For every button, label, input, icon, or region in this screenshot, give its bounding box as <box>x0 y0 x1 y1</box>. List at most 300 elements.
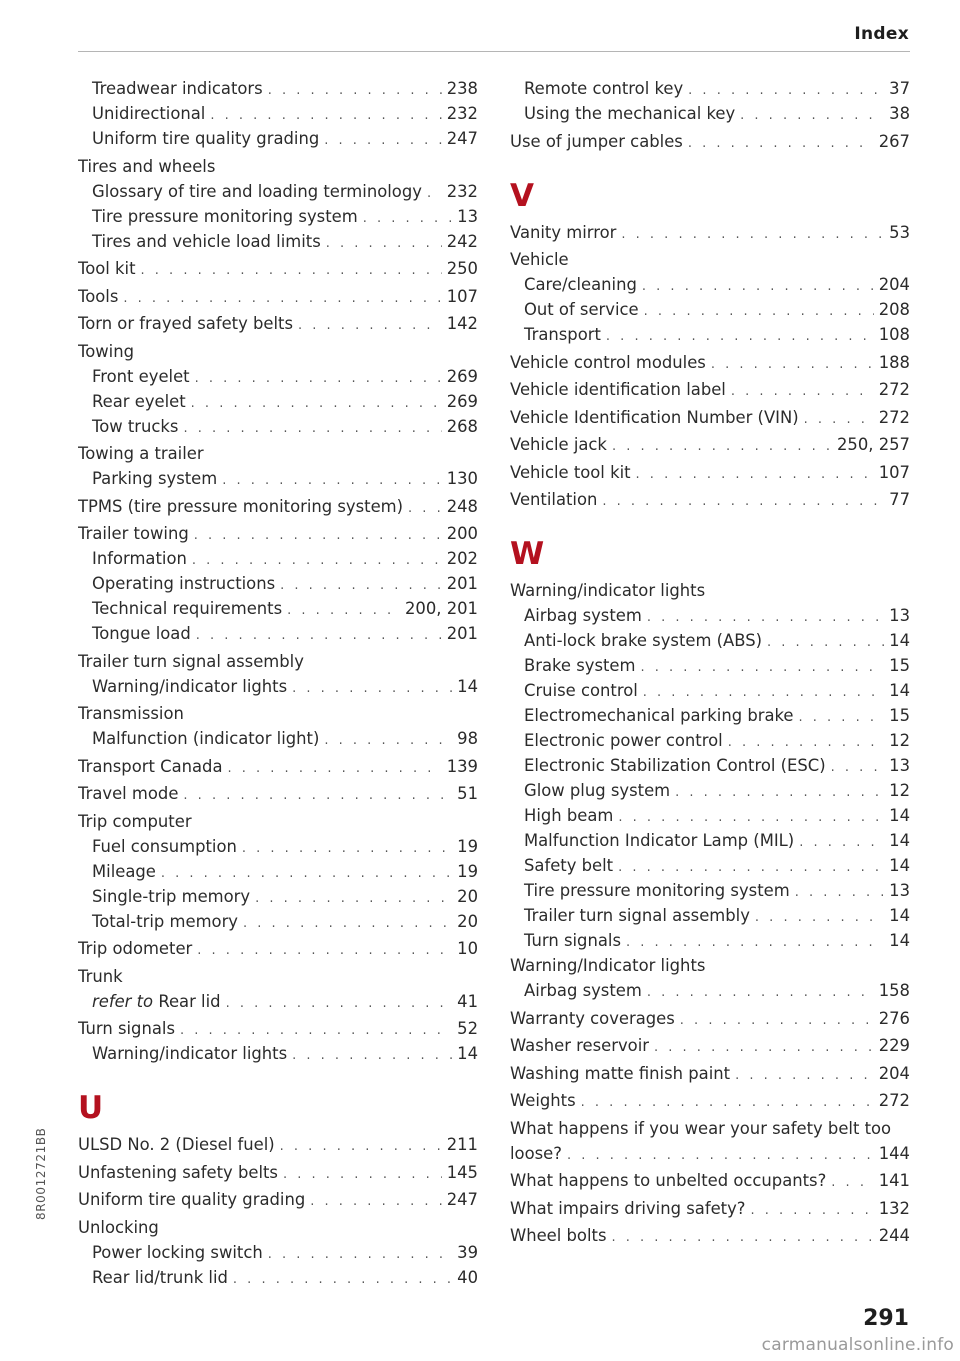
entry-label: Wheel bolts <box>510 1226 607 1245</box>
index-entry <box>510 432 910 457</box>
dot-leader <box>642 274 874 297</box>
index-column-left <box>78 76 478 1290</box>
entry-page-reference[interactable]: 12 <box>889 781 910 800</box>
dot-leader <box>680 1008 874 1031</box>
dot-leader <box>795 880 884 903</box>
dot-leader <box>194 523 442 546</box>
entry-label: Brake system <box>524 656 636 675</box>
entry-page-reference[interactable]: 142 <box>446 314 478 333</box>
entry-label: Electronic power control <box>524 731 723 750</box>
dot-leader <box>123 286 441 309</box>
dot-leader <box>292 1043 452 1066</box>
index-entry <box>510 460 910 485</box>
dot-leader <box>292 676 452 699</box>
entry-label: Fuel consumption <box>92 836 237 856</box>
index-entry <box>510 487 910 512</box>
entry-page-reference[interactable]: 211 <box>446 1135 478 1154</box>
dot-leader <box>228 756 442 779</box>
entry-page-reference[interactable]: 107 <box>446 286 478 306</box>
dot-leader <box>141 258 442 281</box>
entry-page-reference[interactable]: 37 <box>889 79 910 98</box>
entry-page-reference[interactable]: 158 <box>878 981 910 1000</box>
entry-label: Vanity mirror <box>510 222 617 242</box>
dot-leader <box>242 836 452 859</box>
entry-label: Trailer towing <box>78 524 189 543</box>
dot-leader <box>226 991 453 1014</box>
entry-page-reference[interactable]: 40 <box>457 1267 478 1287</box>
index-entry <box>78 989 478 1014</box>
dot-leader <box>283 1162 442 1185</box>
entry-label: Vehicle tool kit <box>510 462 631 482</box>
entry-page-reference[interactable]: 202 <box>446 549 478 568</box>
entry-page-reference[interactable]: 20 <box>457 911 478 931</box>
dot-leader <box>731 379 874 402</box>
entry-page-reference[interactable]: 41 <box>457 991 478 1011</box>
entry-label: Transmission <box>78 704 184 723</box>
index-entry <box>78 521 478 546</box>
entry-page-reference[interactable]: 272 <box>878 1091 910 1110</box>
entry-page-reference[interactable]: 272 <box>878 380 910 399</box>
entry-label: What happens if you wear your safety belt too <box>510 1118 892 1138</box>
dot-leader <box>280 1134 442 1157</box>
dot-leader <box>581 1090 874 1113</box>
dot-leader <box>626 930 884 953</box>
entry-label: Warning/Indicator lights <box>510 956 706 975</box>
dot-leader <box>324 728 452 751</box>
dot-leader <box>735 1063 874 1086</box>
entry-label: Trailer turn signal assembly <box>524 906 750 925</box>
index-entry <box>78 76 478 101</box>
entry-label: Power locking switch <box>92 1242 263 1262</box>
entry-page-reference[interactable]: 14 <box>889 931 910 950</box>
index-entry <box>78 1187 478 1212</box>
entry-page-reference[interactable]: 272 <box>878 407 910 427</box>
entry-label: Turn signals <box>524 931 621 950</box>
entry-page-reference[interactable]: 204 <box>878 1063 910 1083</box>
entry-label: Cruise control <box>524 681 638 700</box>
index-heading <box>78 339 478 364</box>
entry-page-reference[interactable]: 244 <box>878 1226 910 1245</box>
entry-label: Towing <box>78 341 135 361</box>
entry-page-reference[interactable]: 188 <box>878 352 910 372</box>
entry-label: Remote control key <box>524 79 684 98</box>
entry-label: Airbag system <box>524 981 642 1000</box>
entry-page-reference[interactable]: 132 <box>878 1198 910 1218</box>
dot-leader <box>310 1189 441 1212</box>
entry-label: Rear eyelet <box>92 391 186 411</box>
entry-page-reference[interactable]: 14 <box>889 631 910 650</box>
entry-page-reference[interactable]: 250, 257 <box>837 435 910 454</box>
entry-page-reference[interactable]: 14 <box>889 856 910 875</box>
entry-page-reference[interactable]: 13 <box>889 606 910 625</box>
index-entry <box>510 1223 910 1248</box>
entry-page-reference[interactable]: 107 <box>878 462 910 482</box>
entry-page-reference[interactable]: 229 <box>878 1036 910 1055</box>
entry-page-reference[interactable]: 247 <box>446 1190 478 1209</box>
index-entry <box>78 571 478 596</box>
index-entry <box>510 903 910 928</box>
index-entry <box>510 678 910 703</box>
index-entry <box>510 220 910 245</box>
entry-page-reference[interactable]: 13 <box>889 881 910 900</box>
entry-label: Tool kit <box>78 259 136 278</box>
entry-page-reference[interactable]: 15 <box>889 706 910 725</box>
entry-page-reference[interactable]: 276 <box>878 1008 910 1028</box>
index-entry <box>78 1160 478 1185</box>
entry-label: Treadwear indicators <box>92 79 263 98</box>
index-entry <box>78 1240 478 1265</box>
index-entry <box>78 1016 478 1041</box>
dot-leader <box>621 222 884 245</box>
entry-label: Tires and wheels <box>78 156 216 176</box>
index-entry <box>78 834 478 859</box>
entry-label: Unidirectional <box>92 104 206 123</box>
index-entry <box>510 101 910 126</box>
entry-page-reference[interactable]: 52 <box>457 1019 478 1038</box>
header-rule <box>78 51 910 52</box>
entry-label: Towing a trailer <box>78 444 204 463</box>
index-heading <box>78 1215 478 1240</box>
dot-leader <box>755 905 884 928</box>
entry-label: Weights <box>510 1091 576 1110</box>
entry-label: Warning/indicator lights <box>92 1044 288 1063</box>
dot-leader <box>298 313 442 336</box>
dot-leader <box>728 730 884 753</box>
entry-page-reference[interactable]: 53 <box>889 222 910 242</box>
entry-page-reference[interactable]: 269 <box>446 391 478 411</box>
index-entry <box>78 204 478 229</box>
index-entry <box>78 674 478 699</box>
index-entry <box>78 596 478 621</box>
index-entry <box>510 603 910 628</box>
entry-label: Airbag system <box>524 606 642 625</box>
dot-leader <box>602 489 884 512</box>
index-entry <box>78 414 478 439</box>
dot-leader <box>799 830 884 853</box>
dot-leader <box>831 1170 873 1193</box>
index-heading <box>78 441 478 466</box>
index-heading <box>78 964 478 989</box>
index-entry <box>510 1006 910 1031</box>
dot-leader <box>647 605 884 628</box>
entry-page-reference[interactable]: 232 <box>446 181 478 201</box>
index-entry <box>510 878 910 903</box>
index-entry <box>78 726 478 751</box>
entry-label: Vehicle Identification Number (VIN) <box>510 407 799 427</box>
index-entry <box>78 859 478 884</box>
dot-leader <box>618 805 884 828</box>
entry-label: Vehicle jack <box>510 435 607 454</box>
entry-label: Tire pressure monitoring system <box>92 206 358 226</box>
entry-page-reference[interactable]: 269 <box>446 366 478 386</box>
entry-label: Tongue load <box>92 624 191 643</box>
index-entry <box>78 364 478 389</box>
index-entry <box>510 628 910 653</box>
entry-label: Tools <box>78 286 119 306</box>
dot-leader <box>711 352 874 375</box>
entry-label: Travel mode <box>78 784 179 803</box>
entry-page-reference[interactable]: 108 <box>878 325 910 344</box>
entry-label: Tire pressure monitoring system <box>524 881 790 900</box>
dot-leader <box>161 861 452 884</box>
entry-label: Tow trucks <box>92 416 179 436</box>
entry-page-reference[interactable]: 242 <box>446 231 478 251</box>
index-entry <box>78 389 478 414</box>
index-heading <box>78 809 478 834</box>
index-heading <box>510 247 910 272</box>
entry-page-reference[interactable]: 20 <box>457 886 478 906</box>
dot-leader <box>799 705 885 728</box>
index-entry <box>78 546 478 571</box>
index-entry <box>510 1061 910 1086</box>
index-heading <box>78 649 478 674</box>
dot-leader <box>287 598 400 621</box>
entry-label: Front eyelet <box>92 366 190 386</box>
dot-leader <box>268 1242 452 1265</box>
entry-page-reference[interactable]: 14 <box>889 831 910 850</box>
entry-label: Care/cleaning <box>524 275 637 294</box>
entry-label: Vehicle identification label <box>510 380 726 399</box>
dot-leader <box>210 103 441 126</box>
index-entry <box>78 466 478 491</box>
entry-page-reference[interactable]: 14 <box>457 676 478 696</box>
index-entry <box>510 297 910 322</box>
entry-label: Turn signals <box>78 1019 175 1038</box>
document-code: 8R0012721BB <box>34 1127 48 1220</box>
entry-label: Single-trip memory <box>92 886 251 906</box>
entry-page-reference[interactable]: 267 <box>878 131 910 151</box>
entry-label: Transport <box>524 325 601 344</box>
dot-leader <box>195 366 442 389</box>
entry-label: Using the mechanical key <box>524 104 736 123</box>
entry-page-reference[interactable]: 14 <box>889 681 910 700</box>
dot-leader <box>831 755 884 778</box>
entry-label: Washing matte finish paint <box>510 1063 731 1083</box>
watermark: carmanualsonline.info <box>761 1335 954 1355</box>
entry-page-reference[interactable]: 39 <box>457 1242 478 1262</box>
dot-leader <box>197 938 452 961</box>
dot-leader <box>255 886 452 909</box>
entry-label: Technical requirements <box>92 599 283 618</box>
entry-label: Washer reservoir <box>510 1036 650 1055</box>
dot-leader <box>192 548 442 571</box>
entry-label: What impairs driving safety? <box>510 1198 746 1218</box>
dot-leader <box>767 630 884 653</box>
index-entry <box>78 936 478 961</box>
entry-label: Transport Canada <box>78 756 223 776</box>
section-letter: W <box>510 536 545 572</box>
index-entry <box>78 884 478 909</box>
cross-reference-target: Rear lid <box>158 991 221 1011</box>
entry-label: Warning/indicator lights <box>510 581 706 600</box>
index-column-right <box>510 76 910 1248</box>
entry-page-reference[interactable]: 238 <box>446 79 478 98</box>
index-entry <box>510 703 910 728</box>
entry-label: Malfunction Indicator Lamp (MIL) <box>524 831 795 850</box>
entry-page-reference[interactable]: 14 <box>457 1044 478 1063</box>
index-entry <box>78 284 478 309</box>
index-entry <box>510 272 910 297</box>
dot-leader <box>688 131 874 154</box>
entry-page-reference[interactable]: 145 <box>446 1162 478 1182</box>
dot-leader <box>740 103 884 126</box>
entry-page-reference[interactable]: 200 <box>446 524 478 543</box>
dot-leader <box>612 434 832 457</box>
cross-reference-prefix: refer to <box>92 991 154 1011</box>
entry-page-reference[interactable]: 19 <box>457 861 478 881</box>
entry-page-reference[interactable]: 98 <box>457 729 478 748</box>
index-entry <box>78 754 478 779</box>
index-entry <box>510 405 910 430</box>
entry-page-reference[interactable]: 268 <box>446 416 478 436</box>
entry-label: Ventilation <box>510 490 598 509</box>
dot-leader <box>324 128 441 151</box>
dot-leader <box>222 468 441 491</box>
entry-label: Warning/indicator lights <box>92 676 288 696</box>
index-entry <box>510 978 910 1003</box>
dot-leader <box>326 231 442 254</box>
index-heading <box>510 953 910 978</box>
index-heading <box>78 154 478 179</box>
entry-page-reference[interactable]: 10 <box>457 939 478 958</box>
entry-page-reference[interactable]: 14 <box>889 806 910 825</box>
entry-page-reference[interactable]: 201 <box>446 574 478 593</box>
index-entry <box>510 928 910 953</box>
entry-page-reference[interactable]: 141 <box>878 1171 910 1190</box>
dot-leader <box>191 391 442 414</box>
entry-label: Trailer turn signal assembly <box>78 651 304 671</box>
index-entry <box>510 322 910 347</box>
dot-leader <box>243 911 452 934</box>
entry-label: Safety belt <box>524 856 614 875</box>
entry-page-reference[interactable]: 77 <box>889 490 910 509</box>
dot-leader <box>644 299 874 322</box>
index-entry <box>510 753 910 778</box>
index-entry <box>510 1141 910 1166</box>
entry-label: Rear lid/trunk lid <box>92 1267 228 1287</box>
index-entry <box>78 621 478 646</box>
dot-leader <box>183 416 441 439</box>
dot-leader <box>183 783 452 806</box>
index-entry <box>78 1132 478 1157</box>
index-entry <box>78 179 478 204</box>
entry-label <box>92 989 221 1014</box>
entry-page-reference[interactable]: 130 <box>446 469 478 488</box>
dot-leader <box>268 78 442 101</box>
dot-leader <box>196 623 442 646</box>
entry-label: Vehicle control modules <box>510 352 706 372</box>
entry-page-reference[interactable]: 38 <box>889 104 910 123</box>
entry-page-reference[interactable]: 12 <box>889 731 910 750</box>
index-entry <box>510 653 910 678</box>
entry-page-reference[interactable]: 13 <box>457 206 478 226</box>
index-entry <box>78 1265 478 1290</box>
entry-page-reference[interactable]: 15 <box>889 656 910 675</box>
index-entry <box>510 828 910 853</box>
entry-label: Uniform tire quality grading <box>78 1190 306 1209</box>
entry-label: Operating instructions <box>92 574 276 593</box>
section-letter: V <box>510 177 534 214</box>
entry-page-reference[interactable]: 19 <box>457 836 478 856</box>
index-entry <box>510 377 910 402</box>
entry-label: Out of service <box>524 300 639 319</box>
entry-page-reference[interactable]: 208 <box>878 300 910 319</box>
entry-label: High beam <box>524 806 614 825</box>
entry-label: Tires and vehicle load limits <box>92 231 321 251</box>
dot-leader <box>408 496 442 519</box>
entry-label: Trip odometer <box>78 939 193 958</box>
dot-leader <box>363 206 452 229</box>
entry-label: Vehicle <box>510 250 569 269</box>
entry-label: Use of jumper cables <box>510 131 683 151</box>
entry-page-reference[interactable]: 201 <box>446 624 478 643</box>
index-entry <box>510 778 910 803</box>
dot-leader <box>643 680 884 703</box>
entry-page-reference[interactable]: 200, 201 <box>405 599 478 618</box>
entry-label: Electronic Stabilization Control (ESC) <box>524 756 826 775</box>
entry-label: Glossary of tire and loading terminology <box>92 181 422 201</box>
dot-leader <box>606 324 874 347</box>
dot-leader <box>654 1035 874 1058</box>
entry-page-reference[interactable]: 144 <box>878 1143 910 1163</box>
index-entry <box>510 129 910 154</box>
entry-label: Electromechanical parking brake <box>524 706 794 725</box>
entry-page-reference[interactable]: 13 <box>889 756 910 775</box>
entry-label: Unfastening safety belts <box>78 1162 278 1182</box>
dot-leader <box>675 780 884 803</box>
index-entry <box>510 728 910 753</box>
index-entry <box>78 229 478 254</box>
index-entry <box>78 781 478 806</box>
index-entry <box>78 909 478 934</box>
index-entry <box>510 853 910 878</box>
dot-leader <box>611 1225 873 1248</box>
entry-page-reference[interactable]: 247 <box>446 129 478 148</box>
index-heading <box>510 578 910 603</box>
entry-page-reference[interactable]: 232 <box>446 104 478 123</box>
index-entry <box>510 76 910 101</box>
dot-leader <box>636 462 874 485</box>
dot-leader <box>647 980 874 1003</box>
entry-label: Parking system <box>92 469 218 488</box>
entry-label: TPMS (tire pressure monitoring system) <box>78 496 404 516</box>
index-entry <box>78 311 478 336</box>
entry-page-reference[interactable]: 248 <box>446 496 478 516</box>
entry-page-reference[interactable]: 51 <box>457 784 478 803</box>
entry-page-reference[interactable]: 204 <box>878 275 910 294</box>
index-entry <box>78 1041 478 1066</box>
entry-label: Trip computer <box>78 811 192 831</box>
entry-label: What happens to unbelted occupants? <box>510 1171 827 1190</box>
entry-page-reference[interactable]: 139 <box>446 756 478 776</box>
entry-page-reference[interactable]: 250 <box>446 259 478 278</box>
entry-label: ULSD No. 2 (Diesel fuel) <box>78 1135 275 1154</box>
page-header: Index <box>854 24 909 44</box>
index-entry <box>510 1196 910 1221</box>
dot-leader <box>180 1018 452 1041</box>
entry-label: Torn or frayed safety belts <box>78 314 294 333</box>
entry-label: Glow plug system <box>524 781 671 800</box>
entry-page-reference[interactable]: 14 <box>889 906 910 925</box>
dot-leader <box>567 1143 874 1166</box>
index-entry <box>78 256 478 281</box>
entry-label: Warranty coverages <box>510 1008 675 1028</box>
dot-leader <box>804 407 874 430</box>
dot-leader <box>688 78 884 101</box>
index-entry <box>510 350 910 375</box>
index-entry <box>78 126 478 151</box>
entry-label: Information <box>92 549 187 568</box>
